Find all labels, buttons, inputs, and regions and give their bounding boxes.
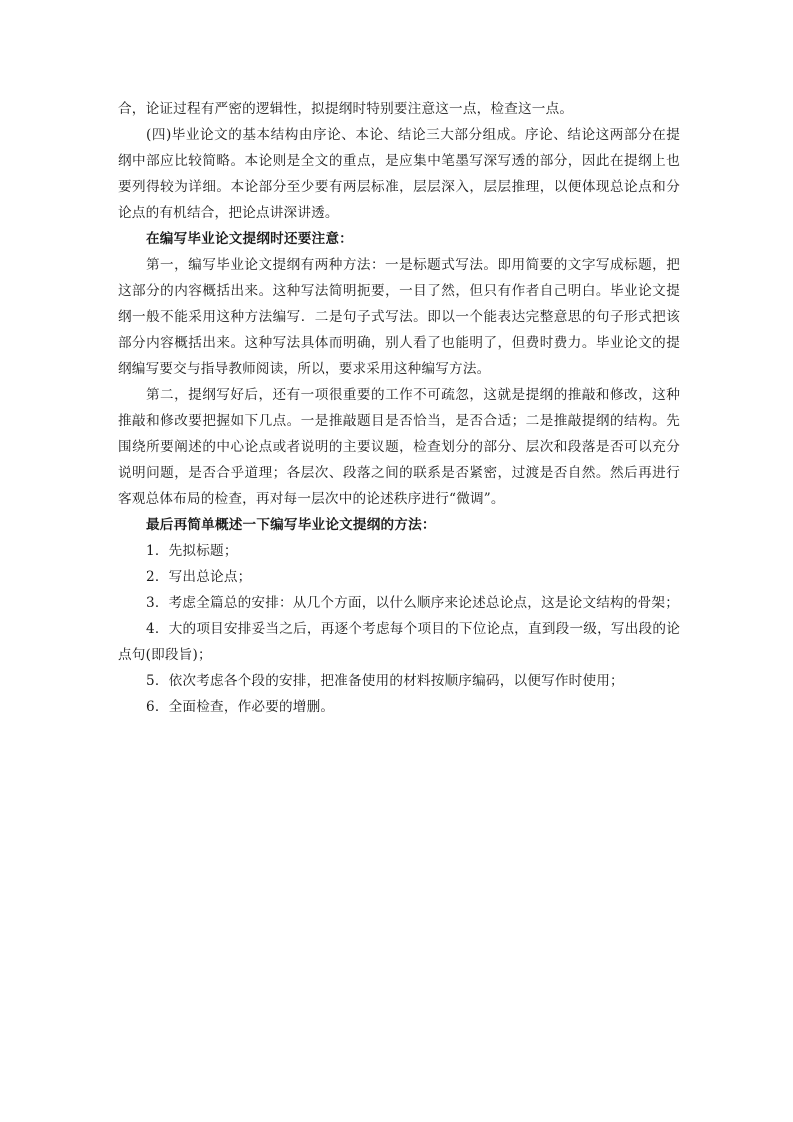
paragraph-second-point: 第二，提纲写好后，还有一项很重要的工作不可疏忽，这就是提纲的推敲和修改，这种推敲和修改要把握如下几点。一是推敲题目是否恰当，是否合适；二是推敲提纲的结构。先围绕所要阐述的中心论点或者说明的主要议题，检查划分的部分、层次和段落是否可以充分说明问题，是否合乎道理；各层次、段落之间的联系是否紧密，过渡是否自然。然后再进行客观总体布局的检查，再对每一层次中的论述秩序进行“微调”。 [118,387,680,507]
section-heading-methods: 最后再简单概述一下编写毕业论文提纲的方法： [146,517,436,533]
list-item: 1．先拟标题； [146,543,238,559]
list-item: 6．全面检查，作必要的增删。 [146,699,335,715]
paragraph-first-point: 第一，编写毕业论文提纲有两种方法：一是标题式写法。即用简要的文字写成标题，把这部分的内容概括出来。这种写法简明扼要，一目了然，但只有作者自己明白。毕业论文提纲一般不能采用这种方法编写．二是句子式写法。即以一个能表达完整意思的句子形式把该部分内容概括出来。这种写法具体而明确，别人看了也能明了，但费时费力。毕业论文的提纲编写要交与指导教师阅读，所以，要求采用这种编写方法。 [118,257,680,377]
list-item: 2．写出总论点； [146,569,252,585]
document-body [118,96,680,720]
list-item: 3．考虑全篇总的安排：从几个方面，以什么顺序来论述总论点，这是论文结构的骨架； [146,595,680,611]
section-heading-notes: 在编写毕业论文提纲时还要注意： [146,231,353,247]
list-item: 5．依次考虑各个段的安排，把准备使用的材料按顺序编码，以便写作时使用； [146,673,624,689]
list-item: 4．大的项目安排妥当之后，再逐个考虑每个项目的下位论点，直到段一级，写出段的论点句(即段旨)； [118,621,680,663]
paragraph-continuation: 合，论证过程有严密的逻辑性，拟提纲时特别要注意这一点，检查这一点。 [118,101,574,117]
paragraph-structure: (四)毕业论文的基本结构由序论、本论、结论三大部分组成。序论、结论这两部分在提纲中部应比较简略。本论则是全文的重点，是应集中笔墨写深写透的部分，因此在提纲上也要列得较为详细。本论部分至少要有两层标准，层层深入，层层推理，以便体现总论点和分论点的有机结合，把论点讲深讲透。 [118,127,680,221]
